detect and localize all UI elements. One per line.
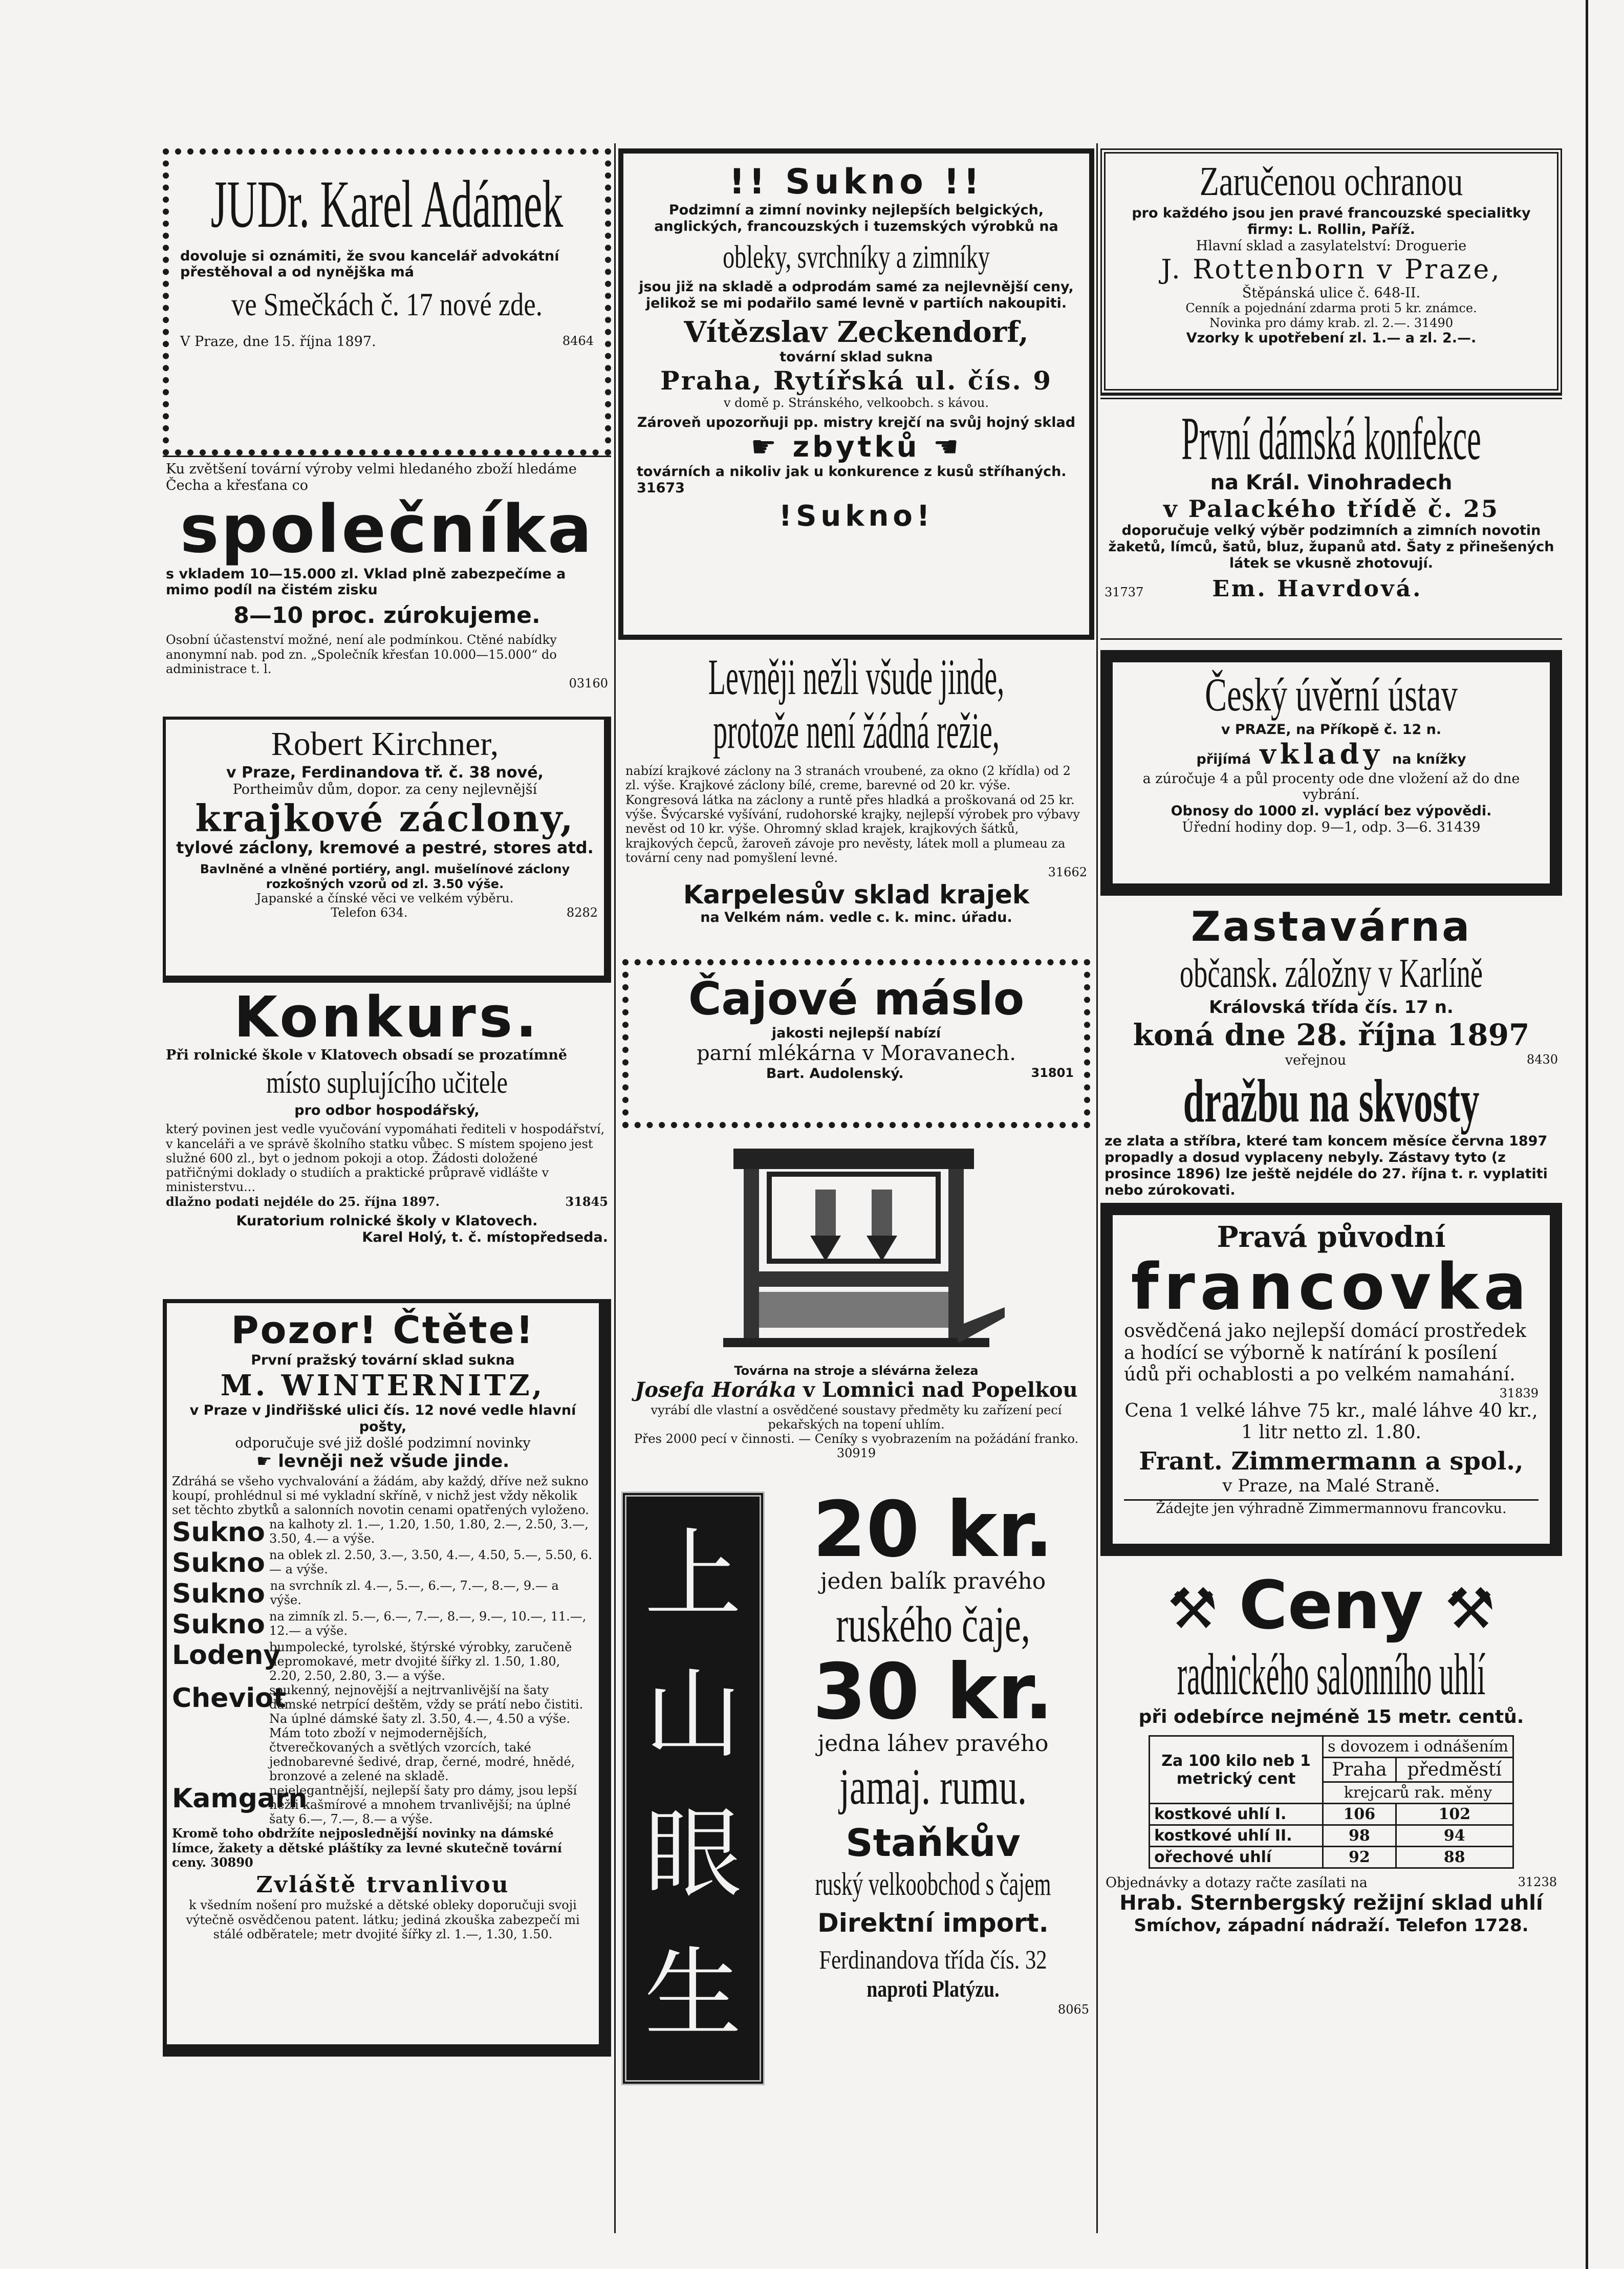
ad-konkurs	[163, 983, 611, 1290]
ad-spolecnik	[163, 456, 611, 711]
price-cell: 106	[1323, 1804, 1396, 1825]
konkurs-intro: Při rolnické škole v Klatovech obsadí se prozatímně	[166, 1047, 568, 1063]
pozor-footer: k všedním nošení pro mužské a dětské obleky doporučuji svoji výtečně osvědčenou patent. látku; jediná zkouška zabezpečí mi stálé odběratele; metr dvojité šířky zl. 1.—, 1.30, 1.50.	[186, 1898, 580, 1942]
ref-number: 31662	[1048, 865, 1087, 880]
item-name: Sukno	[172, 1548, 265, 1579]
table-group-header: s dovozem i odnášením	[1323, 1736, 1513, 1758]
ochrana-address: Štěpánská ulice č. 648-II.	[1242, 285, 1421, 301]
caj-name: Staňkův	[846, 1821, 1021, 1865]
column-3	[1100, 148, 1562, 2032]
konfekce-name: Em. Havrdová.	[1212, 575, 1423, 602]
item-name: Sukno	[172, 1609, 265, 1640]
ochrana-headline: Zaručenou ochranou	[1199, 159, 1463, 204]
item-desc: soukenný, nejnovější a nejtrvanlivější na šaty dámské netrpící deštěm, vždy se prátí nebo čistiti. Na úplné dámské šaty zl. 3.50, 4.—, 4.50 a výše. Mám toto zboží v nejmodernějších, čtverečkovaných a světlých vzorcích, také jednobarevné šedivé, drap, černé, modré, hnědé, bronzové a zelené na skladě.	[269, 1683, 583, 1784]
ad-uverni-ustav	[1100, 650, 1562, 896]
adamek-name: JUDr. Karel Adámek	[210, 166, 564, 242]
uhli-headline: Ceny	[1239, 1566, 1424, 1644]
pozor-headline: Pozor! Čtěte!	[231, 1308, 535, 1352]
zastavarna-headline: Zastavárna	[1190, 903, 1472, 950]
levneji-address: na Velkém nám. vedle c. k. minc. úřadu.	[700, 909, 1012, 925]
levneji-name: Karpelesův sklad krajek	[683, 879, 1030, 910]
row-label: kostkové uhlí II.	[1150, 1825, 1323, 1847]
ad-pozor	[163, 1299, 611, 2057]
ref-number: 30919	[836, 1446, 876, 1461]
kirchner-line3: Japanské a čínské věci ve velkém výběru.	[256, 891, 514, 905]
pozor-items	[172, 1517, 594, 1826]
sukno-footer: !Sukno!	[778, 500, 934, 533]
pozor-durable: Zvláště trvanlivou	[256, 1872, 510, 1898]
spolecnik-line2: Osobní účastenství možné, není ale podmínkou. Ctěné nabídky anonymní nab. pod zn. „Společník křesťan 10.000—15.000“ do administrace t. l.	[166, 633, 557, 676]
francovka-price: Cena 1 velké láhve 75 kr., malé láhve 40 kr., 1 litr netto zl. 1.80.	[1124, 1400, 1538, 1443]
konfekce-body: doporučuje velký výběr podzimních a zimních novotin žaketů, límců, šatů, bluz, županů atd. Šaty z přinešených látek se vkusně zhotovují.	[1108, 523, 1554, 571]
adamek-address: ve Smečkách č. 17 nové zde.	[231, 286, 543, 323]
price-cell: 92	[1323, 1847, 1396, 1868]
caj-line1: jeden balík pravého	[820, 1568, 1046, 1594]
spolecnik-interest: 8—10 proc. zúrokujeme.	[233, 602, 540, 629]
uverni-vklady: vklady	[1260, 737, 1383, 770]
caj-line4: jamaj. rumu.	[839, 1758, 1027, 1815]
uhli-sub: při odebírce nejméně 15 metr. centů.	[1138, 1706, 1524, 1727]
list-item	[172, 1683, 594, 1783]
konkurs-sign2: Karel Holý, t. č. místopředseda.	[362, 1229, 608, 1245]
chinese-character: 山	[644, 1658, 742, 1771]
francovka-footer: Žádejte jen výhradně Zimmermannovu francovku.	[1124, 1499, 1539, 1517]
uverni-line3: Úřední hodiny dop. 9—1, odp. 3—6.	[1182, 819, 1433, 836]
uhli-name: Hrab. Sternbergský režijní sklad uhlí	[1119, 1891, 1543, 1915]
list-item	[172, 1579, 594, 1609]
sukno-zbytku: zbytků	[792, 430, 920, 464]
caj-address2: naproti Platýzu.	[867, 1975, 1000, 2002]
horak-line2: Přes 2000 pecí v činnosti. — Ceníky s vyobrazením na požádání franko.	[634, 1432, 1079, 1446]
konkurs-deadline: dlažno podati nejdéle do 25. října 1897.	[166, 1194, 440, 1209]
ad-francovka	[1100, 1203, 1562, 1556]
sukno-line3: Zároveň upozorňuji pp. mistry krejčí na svůj hojný sklad	[637, 414, 1076, 430]
pozor-address: v Praze v Jindřišské ulici čís. 12 nové vedle hlavní pošty,	[189, 1402, 576, 1435]
ochrana-line3: Cenník a pojednání zdarma proti 5 kr. známce.	[1185, 301, 1477, 316]
ref-number: 31845	[565, 1194, 608, 1209]
konkurs-sign1: Kuratorium rolnické školy v Klatovech.	[236, 1213, 538, 1229]
cajove-headline: Čajové máslo	[688, 973, 1025, 1025]
item-desc: na oblek zl. 2.50, 3.—, 3.50, 4.—, 4.50, 5.—, 5.50, 6.— a výše.	[269, 1548, 592, 1577]
ref-number: 31673	[637, 480, 685, 496]
hammer-pick-icon: ⚒	[1444, 1576, 1496, 1641]
price-cell: 94	[1396, 1825, 1513, 1847]
levneji-body: nabízí krajkové záclony na 3 stranách vroubené, za okno (2 křídla) od 2 zl. výše. Krajkové záclony bílé, creme, barevné od 20 kr. výše. Kongresová látka na záclony a runtě přes hladká a proškovaná od 25 kr. výše. Švýcarské vyšívání, rudohorské krajky, nejlepší výrobek pro výbavy nevěst od 10 kr. výše. Ohromný sklad krajek, krajkových šátků, krajkových čepců, žaroveň závoje pro nevěsty, látek moll a plumeau za tovární ceny nad pomyšlení levné.	[625, 764, 1080, 865]
item-name: Lodeny	[172, 1640, 281, 1671]
caj-import: Direktní import.	[817, 1908, 1049, 1938]
item-name: Kamgarn	[172, 1783, 308, 1814]
caj-price2: 30 kr.	[812, 1647, 1054, 1737]
column-2	[618, 148, 1094, 2190]
horak-body: vyrábí dle vlastní a osvědčené soustavy předměty ku zařízení pecí pekařských na topení uhlím.	[651, 1402, 1062, 1432]
ref-number: 31238	[1518, 1875, 1557, 1890]
uverni-line2: Obnosy do 1000 zl. vyplácí bez výpovědi.	[1171, 803, 1492, 819]
pozor-extra: Kromě toho obdržíte nejposlednější novinky na dámské límce, žakety a dětské pláštíky za levné skutečně tovární ceny.	[172, 1826, 562, 1870]
francovka-address: v Praze, na Malé Straně.	[1222, 1475, 1440, 1496]
list-item	[172, 1517, 594, 1548]
zastavarna-date: koná dne 28. října 1897	[1133, 1018, 1530, 1053]
zastavarna-body: ze zlata a stříbra, které tam koncem měsíce června 1897 propadly a dosud vyplaceny nebyly. Zástavy tyto (z prosince 1896) lze ještě nejdéle do 27. října t. r. vyplatiti nebo zúrokovati.	[1105, 1133, 1548, 1198]
row-label: ořechové uhlí	[1150, 1847, 1323, 1868]
konkurs-body: který povinen jest vedle vyučování vypomáhati řediteli v hospodářství, v kanceláři a ve správě školního statku vůbec. S místem spojeno jest služné 600 zl., byt o jednom pokoji a otop. Žádosti doložené patřičnými doklady o studiích a praktické průpravě vidlášte v ministerstvu...	[166, 1122, 605, 1195]
price-cell: 98	[1323, 1825, 1396, 1847]
sukno-line1: Podzimní a zimní novinky nejlepších belgických, anglických, francouzských i tuzemských výrobků na	[654, 202, 1058, 234]
sukno-line4: továrních a nikoliv jak u konkurence z kusů stříhaných.	[637, 464, 1067, 480]
chinese-character: 眼	[644, 1798, 742, 1911]
horak-place: v Lomnici nad Popelkou	[803, 1378, 1078, 1402]
item-name: Sukno	[172, 1579, 265, 1610]
uverni-headline: Český úvěrní ústav	[1205, 668, 1458, 721]
kirchner-address: v Praze, Ferdinandova tř. č. 38 nové,	[226, 764, 544, 782]
hand-pointer-icon: ☛	[750, 430, 793, 464]
caj-text	[777, 1485, 1089, 2017]
price-cell: 102	[1396, 1804, 1513, 1825]
price-table	[1149, 1735, 1514, 1869]
table-unit: krejcarů rak. měny	[1323, 1782, 1513, 1804]
francovka-name: francovka	[1131, 1250, 1532, 1324]
item-desc: bumpolecké, tyrolské, štýrské výrobky, zaručeně nepromokavé, metr dvojité šířky zl. 1.50, 1.80, 2.20, 2.50, 2.80, 3.— a výše.	[269, 1640, 572, 1683]
ochrana-line4: Novinka pro dámy krab. zl. 2.—.	[1209, 315, 1411, 330]
hand-pointer-icon: ☛	[256, 1451, 278, 1472]
ref-number: 8282	[566, 905, 598, 920]
uhli-address: Smíchov, západní nádraží. Telefon 1728.	[1134, 1915, 1529, 1936]
uhli-headline2: radnického salonního uhlí	[1177, 1642, 1486, 1708]
spolecnik-intro: Ku zvětšení tovární výroby velmi hledaného zboží hledáme Čecha a křesťana co	[166, 461, 577, 493]
pozor-name: M. WINTERNITZ,	[220, 1368, 546, 1402]
ad-levneji	[618, 640, 1094, 957]
konfekce-place: na Král. Vinohradech	[1210, 471, 1453, 494]
item-desc: na zimník zl. 5.—, 6.—, 7.—, 8.—, 9.—, 10.—, 11.—, 12.— a výše.	[269, 1609, 587, 1638]
ad-ochrana	[1100, 148, 1562, 394]
sukno-headline2: obleky, svrchníky a zimníky	[723, 238, 990, 275]
item-desc: na svrchník zl. 4.—, 5.—, 6.—, 7.—, 8.—, 9.— a výše.	[270, 1579, 559, 1608]
ochrana-line2: Hlavní sklad a zasylatelství: Droguerie	[1196, 237, 1467, 254]
kirchner-line2: Bavlněné a vlněné portiéry, angl. mušelínové záclony rozkošných vzorů od zl. 3.50 výše.	[200, 862, 570, 891]
zastavarna-address: Královská třída čís. 17 n.	[1209, 997, 1454, 1018]
pozor-intro: Zdráhá se všeho vychvalování a žádám, aby každý, dříve než sukno koupí, prohlédnul si mé vykladní skříně, v nichž jest vždy několik set těchto zbytků a salonních novotin cenami opatřených vyloženo.	[172, 1474, 589, 1518]
sukno-line2: jsou již na skladě a odprodám samé za nejlevnější ceny, jelikož se mi podařilo samé levně v partiích nakoupiti.	[639, 278, 1074, 311]
spolecnik-line1: s vkladem 10—15.000 zl. Vklad plně zabezpečíme a mimo podíl na čistém zisku	[166, 566, 566, 598]
column-rule	[614, 143, 616, 2233]
adamek-date: V Praze, dne 15. října 1897.	[180, 334, 376, 350]
item-desc: na kalhoty zl. 1.—, 1.20, 1.50, 1.80, 2.—, 2.50, 3.—, 3.50, 4.— a výše.	[269, 1517, 589, 1546]
hand-pointer-icon: ☚	[920, 430, 962, 464]
item-name: Cheviot	[172, 1683, 286, 1714]
zastavarna-word: veřejnou	[1285, 1052, 1347, 1069]
zastavarna-headline2: dražbu na skvosty	[1183, 1066, 1480, 1135]
horak-title: Továrna na stroje a slévárna železa	[734, 1364, 979, 1378]
konkurs-position: místo suplujícího učitele	[266, 1066, 508, 1100]
caj-address: Ferdinandova třída čís. 32	[819, 1945, 1047, 1975]
ref-number: 30890	[210, 1855, 253, 1870]
list-item	[172, 1640, 594, 1683]
ref-number: 8430	[1526, 1052, 1558, 1067]
levneji-headline1: Levněji nežli všude jinde,	[708, 649, 1005, 705]
kirchner-phone: Telefon 634.	[331, 905, 408, 920]
ochrana-name: J. Rottenborn v Praze,	[1161, 254, 1502, 285]
ad-kirchner	[163, 717, 611, 983]
ref-number: 31439	[1436, 819, 1481, 836]
kirchner-sub: Portheimův dům, dopor. za ceny nejlevnější	[232, 782, 537, 798]
uverni-suffix: na knížky	[1392, 751, 1466, 767]
sukno-address: Praha, Rytířská ul. čís. 9	[660, 365, 1052, 396]
konkurs-headline: Konkurs.	[233, 984, 540, 1050]
ad-horak	[618, 1128, 1094, 1486]
row-label: kostkové uhlí I.	[1150, 1804, 1323, 1825]
kirchner-line1: tylové záclony, kremové a pestré, stores atd.	[176, 838, 594, 858]
uhli-line: Objednávky a dotazy račte zasílati na	[1106, 1875, 1368, 1891]
ad-zastavarna	[1100, 896, 1562, 1203]
horak-name: Josefa Horáka	[635, 1378, 797, 1402]
sukno-headline: !! Sukno !!	[729, 162, 984, 202]
kirchner-headline: krajkové záclony,	[195, 796, 575, 840]
ochrana-line1: pro každého jsou jen pravé francouzské specialitky firmy: L. Rollin, Paříž.	[1132, 205, 1531, 237]
column-rule	[1096, 143, 1098, 2233]
adamek-text: dovoluje si oznámiti, že svou kancelář advokátní přestěhoval a od nynějška má	[180, 248, 559, 280]
ref-number: 31801	[1031, 1066, 1074, 1081]
sukno-address2: v domě p. Stránského, velkoobch. s kávou.	[723, 396, 989, 410]
pozor-offer: odporučuje své již došlé podzimní novinky	[235, 1435, 531, 1451]
item-desc: nejelegantnější, nejlepší šaty pro dámy, jsou lepší nežli kašmírové a mnohem trvanlivější; na úplné šaty 6.—, 7.—, 8.— a výše.	[269, 1783, 577, 1827]
ref-number: 03160	[569, 676, 608, 691]
column-1	[163, 148, 611, 2057]
uverni-line1: a zúročuje 4 a půl procenty ode dne vložení až do dne vybrání.	[1142, 770, 1520, 803]
sukno-sub: tovární sklad sukna	[779, 349, 933, 365]
levneji-headline2: protože není žádná režie,	[713, 702, 1000, 759]
kirchner-name: Robert Kirchner,	[271, 725, 499, 763]
uverni-prefix: přijímá	[1196, 751, 1251, 767]
ref-number: 31490	[1414, 315, 1454, 330]
table-row	[1150, 1804, 1513, 1825]
ad-stankuv-caj	[618, 1485, 1094, 2190]
item-name: Sukno	[172, 1517, 265, 1548]
table-row	[1150, 1847, 1513, 1868]
price-cell: 88	[1396, 1847, 1513, 1868]
uverni-address: v PRAZE, na Příkopě č. 12 n.	[1221, 722, 1442, 738]
table-col-header: Praha	[1323, 1758, 1396, 1782]
chinese-character: 小	[644, 2077, 742, 2190]
caj-price1: 20 kr.	[812, 1485, 1054, 1574]
list-item	[172, 1783, 594, 1826]
ochrana-line5: Vzorky k upotřebení zl. 1.— a zl. 2.—.	[1186, 330, 1477, 347]
cajove-sub: jakosti nejlepší nabízí	[771, 1025, 941, 1041]
francovka-firm: Frant. Zimmermann a spol.,	[1139, 1446, 1524, 1476]
konfekce-address: v Palackého třídě č. 25	[1163, 495, 1499, 523]
ad-adamek	[163, 148, 611, 456]
chinese-character: 上	[644, 1518, 742, 1631]
ad-konfekce	[1100, 394, 1562, 640]
hammer-pick-icon: ⚒	[1167, 1576, 1218, 1641]
table-row	[1150, 1825, 1513, 1847]
konfekce-headline: První dámská konfekce	[1181, 404, 1481, 472]
spolecnik-headline: společníka	[180, 491, 594, 568]
sukno-name: Vítězslav Zeckendorf,	[684, 315, 1029, 350]
ad-cajove-maslo	[622, 959, 1090, 1128]
ref-number: 31839	[1499, 1386, 1539, 1400]
table-corner: Za 100 kilo neb 1 metrický cent	[1150, 1736, 1323, 1804]
page-edge	[1586, 0, 1588, 2269]
list-item	[172, 1548, 594, 1579]
caj-line3: jedna láhev pravého	[817, 1730, 1049, 1757]
konkurs-subject: pro odbor hospodářský,	[294, 1103, 480, 1119]
chinese-character: 生	[644, 1937, 742, 2050]
ref-number: 8065	[1057, 2002, 1089, 2017]
list-item	[172, 1609, 594, 1640]
zastavarna-sub: občansk. záložny v Karlíně	[1179, 951, 1483, 996]
francovka-body: osvědčená jako nejlepší domácí prostředek a hodící se výborně k natírání k posílení údů při ochablosti a po velkém namahání.	[1124, 1321, 1526, 1386]
pozor-sub: První pražský tovární sklad sukna	[251, 1352, 515, 1368]
chinese-tea-banner	[621, 1492, 765, 2190]
ad-sukno	[618, 148, 1094, 640]
francovka-headline: Pravá původní	[1217, 1220, 1446, 1254]
caj-sub: ruský velkoobchod s čajem	[815, 1865, 1051, 1902]
ad-uhli	[1100, 1556, 1562, 2032]
pozor-cheaper: levněji než všude jinde.	[278, 1451, 510, 1472]
ref-number: 8464	[562, 334, 594, 349]
cajove-name: parní mlékárna v Moravanech.	[697, 1041, 1016, 1065]
caj-line2: ruského čaje,	[836, 1595, 1030, 1653]
bakery-oven-illustration	[703, 1138, 1010, 1364]
table-col-header: předměstí	[1396, 1758, 1513, 1782]
ref-number: 31737	[1105, 585, 1144, 599]
cajove-owner: Bart. Audolenský.	[766, 1066, 904, 1082]
